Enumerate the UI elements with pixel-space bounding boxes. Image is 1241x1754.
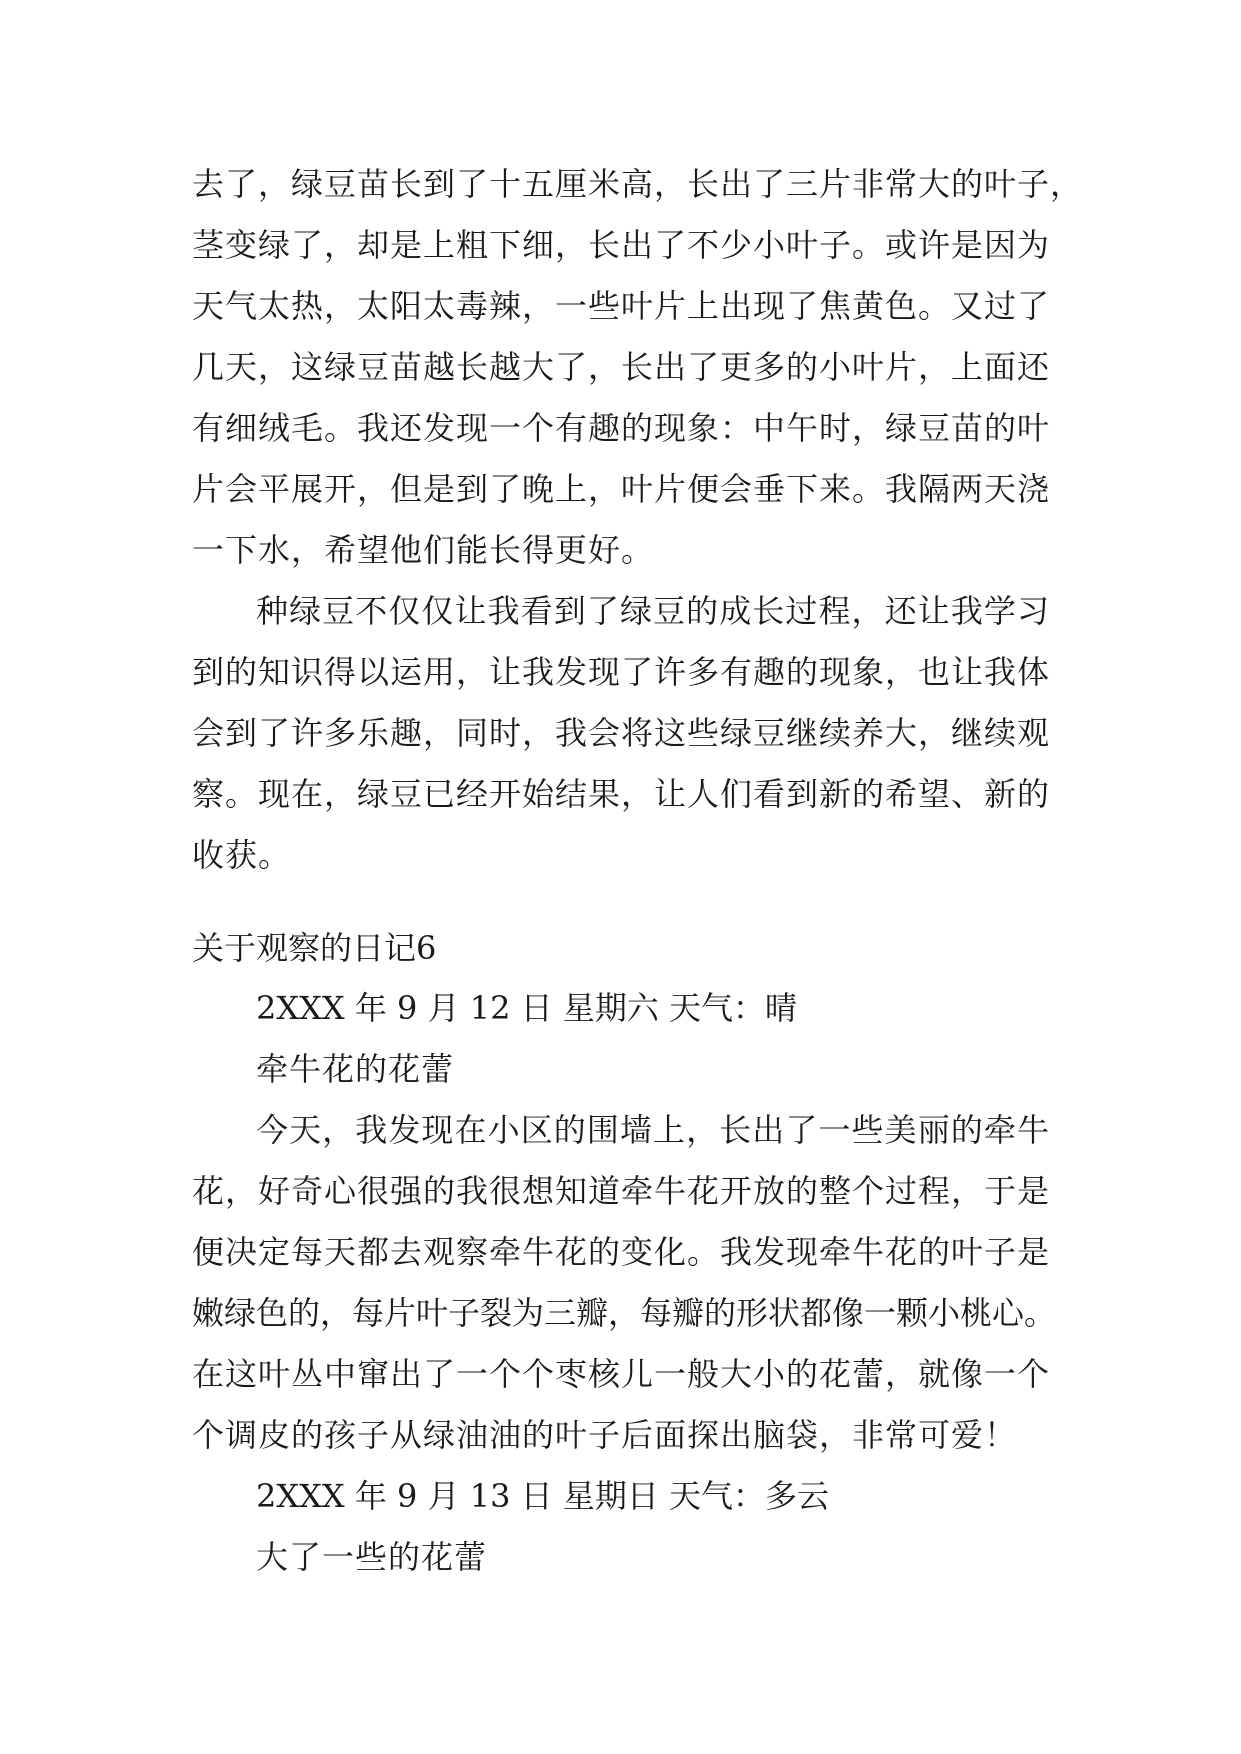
paragraph-1-line: 有细绒毛。我还发现一个有趣的现象：中午时，绿豆苗的叶 (192, 409, 1051, 447)
paragraph-2-line: 到的知识得以运用，让我发现了许多有趣的现象，也让我体 (192, 653, 1051, 691)
paragraph-2-line: 会到了许多乐趣，同时，我会将这些绿豆继续养大，继续观 (192, 714, 1051, 752)
entry-1-line: 在这叶丛中窜出了一个个枣核儿一般大小的花蕾，就像一个 (192, 1355, 1051, 1393)
paragraph-1-line: 几天，这绿豆苗越长越大了，长出了更多的小叶片，上面还 (192, 348, 1051, 386)
paragraph-1-line: 片会平展开，但是到了晚上，叶片便会垂下来。我隔两天浇 (192, 470, 1051, 508)
entry-1-line: 今天，我发现在小区的围墙上，长出了一些美丽的牵牛 (256, 1111, 1050, 1149)
entry-2-date-line: 2XXX 年 9 月 13 日 星期日 天气：多云 (256, 1477, 829, 1515)
paragraph-2-line: 种绿豆不仅仅让我看到了绿豆的成长过程，还让我学习 (256, 592, 1050, 630)
section-heading: 关于观察的日记6 (192, 929, 437, 967)
entry-1-line: 便决定每天都去观察牵牛花的变化。我发现牵牛花的叶子是 (192, 1233, 1051, 1271)
paragraph-2-line: 收获。 (192, 836, 292, 874)
entry-2-title: 大了一些的花蕾 (256, 1538, 488, 1576)
entry-1-line: 花，好奇心很强的我很想知道牵牛花开放的整个过程，于是 (192, 1172, 1051, 1210)
paragraph-1-line: 茎变绿了，却是上粗下细，长出了不少小叶子。或许是因为 (192, 226, 1051, 264)
paragraph-2-line: 察。现在，绿豆已经开始结果，让人们看到新的希望、新的 (192, 775, 1051, 813)
entry-1-line: 个调皮的孩子从绿油油的叶子后面探出脑袋，非常可爱！ (192, 1416, 1018, 1454)
entry-1-line: 嫩绿色的，每片叶子裂为三瓣，每瓣的形状都像一颗小桃心。 (192, 1294, 1057, 1332)
entry-1-date-line: 2XXX 年 9 月 12 日 星期六 天气：晴 (256, 989, 797, 1027)
entry-1-title: 牵牛花的花蕾 (256, 1050, 455, 1088)
paragraph-1-line: 天气太热，太阳太毒辣，一些叶片上出现了焦黄色。又过了 (192, 287, 1051, 325)
paragraph-1-line: 去了，绿豆苗长到了十五厘米高，长出了三片非常大的叶子， (192, 165, 1084, 203)
paragraph-1-line: 一下水，希望他们能长得更好。 (192, 531, 655, 569)
